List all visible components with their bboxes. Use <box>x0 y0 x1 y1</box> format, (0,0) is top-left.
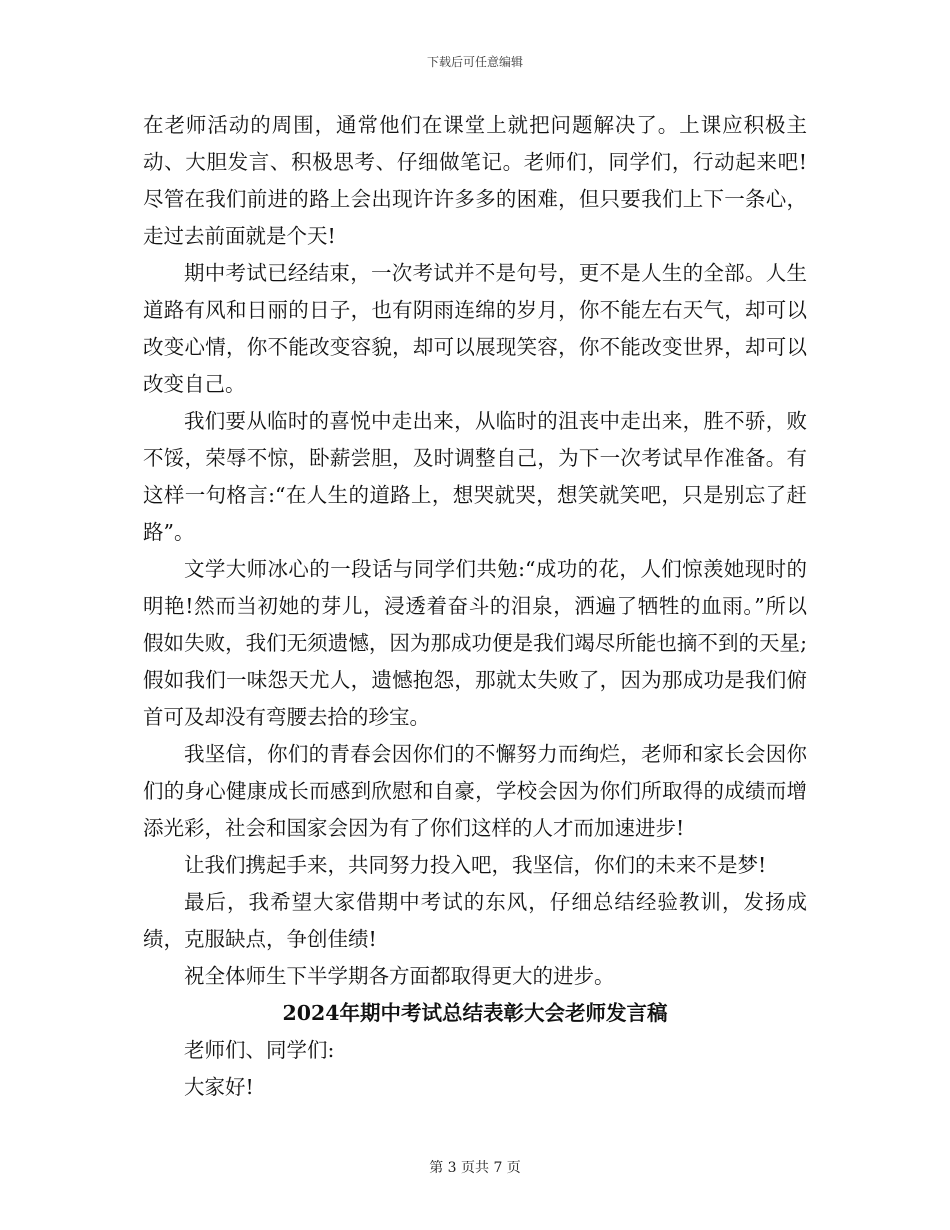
paragraph-1: 在老师活动的周围，通常他们在课堂上就把问题解决了。上课应积极主动、大胆发言、积极思考、仔细做笔记。老师们，同学们，行动起来吧!尽管在我们前进的路上会出现许许多多的困难，但只要我们上下一条心，走过去前面就是个天! <box>143 113 807 248</box>
paragraph-6: 让我们携起手来，共同努力投入吧，我坚信，你们的未来不是梦! <box>184 853 767 877</box>
section-title: 2024年期中考试总结表彰大会老师发言稿 <box>282 1001 668 1025</box>
paragraph-7: 最后，我希望大家借期中考试的东风，仔细总结经验教训，发扬成绩，克服缺点，争创佳绩! <box>143 890 807 951</box>
page-header: 下载后可任意编辑 <box>426 55 523 69</box>
paragraph-8: 祝全体师生下半学期各方面都取得更大的进步。 <box>184 964 615 988</box>
paragraph-2: 期中考试已经结束，一次考试并不是句号，更不是人生的全部。人生道路有风和日丽的日子，也有阴雨连绵的岁月，你不能左右天气，却可以改变心情，你不能改变容貌，却可以展现笑容，你不能改变世界，却可以改变自己。 <box>143 261 807 396</box>
paragraph-4: 文学大师冰心的一段话与同学们共勉:“成功的花，人们惊羡她现时的明艳!然而当初她的芽儿，浸透着奋斗的泪泉，洒遍了牺牲的血雨。”所以假如失败，我们无须遗憾，因为那成功便是我们竭尽所能也摘不到的天星;假如我们一味怨天尤人，遗憾抱怨，那就太失败了，因为那成功是我们俯首可及却没有弯腰去拾的珍宝。 <box>143 557 807 729</box>
paragraph-3: 我们要从临时的喜悦中走出来，从临时的沮丧中走出来，胜不骄，败不馁，荣辱不惊，卧薪尝胆，及时调整自己，为下一次考试早作准备。有这样一句格言:“在人生的道路上，想哭就哭，想笑就笑吧，只是别忘了赶路”。 <box>143 409 807 544</box>
salutation: 老师们、同学们: <box>184 1038 335 1062</box>
page-footer: 第 3 页共 7 页 <box>429 1160 521 1176</box>
greeting: 大家好! <box>184 1075 254 1099</box>
paragraph-5: 我坚信，你们的青春会因你们的不懈努力而绚烂，老师和家长会因你们的身心健康成长而感到欣慰和自豪，学校会因为你们所取得的成绩而增添光彩，社会和国家会因为有了你们这样的人才而加速进步! <box>143 742 807 840</box>
document-body <box>143 107 807 1106</box>
